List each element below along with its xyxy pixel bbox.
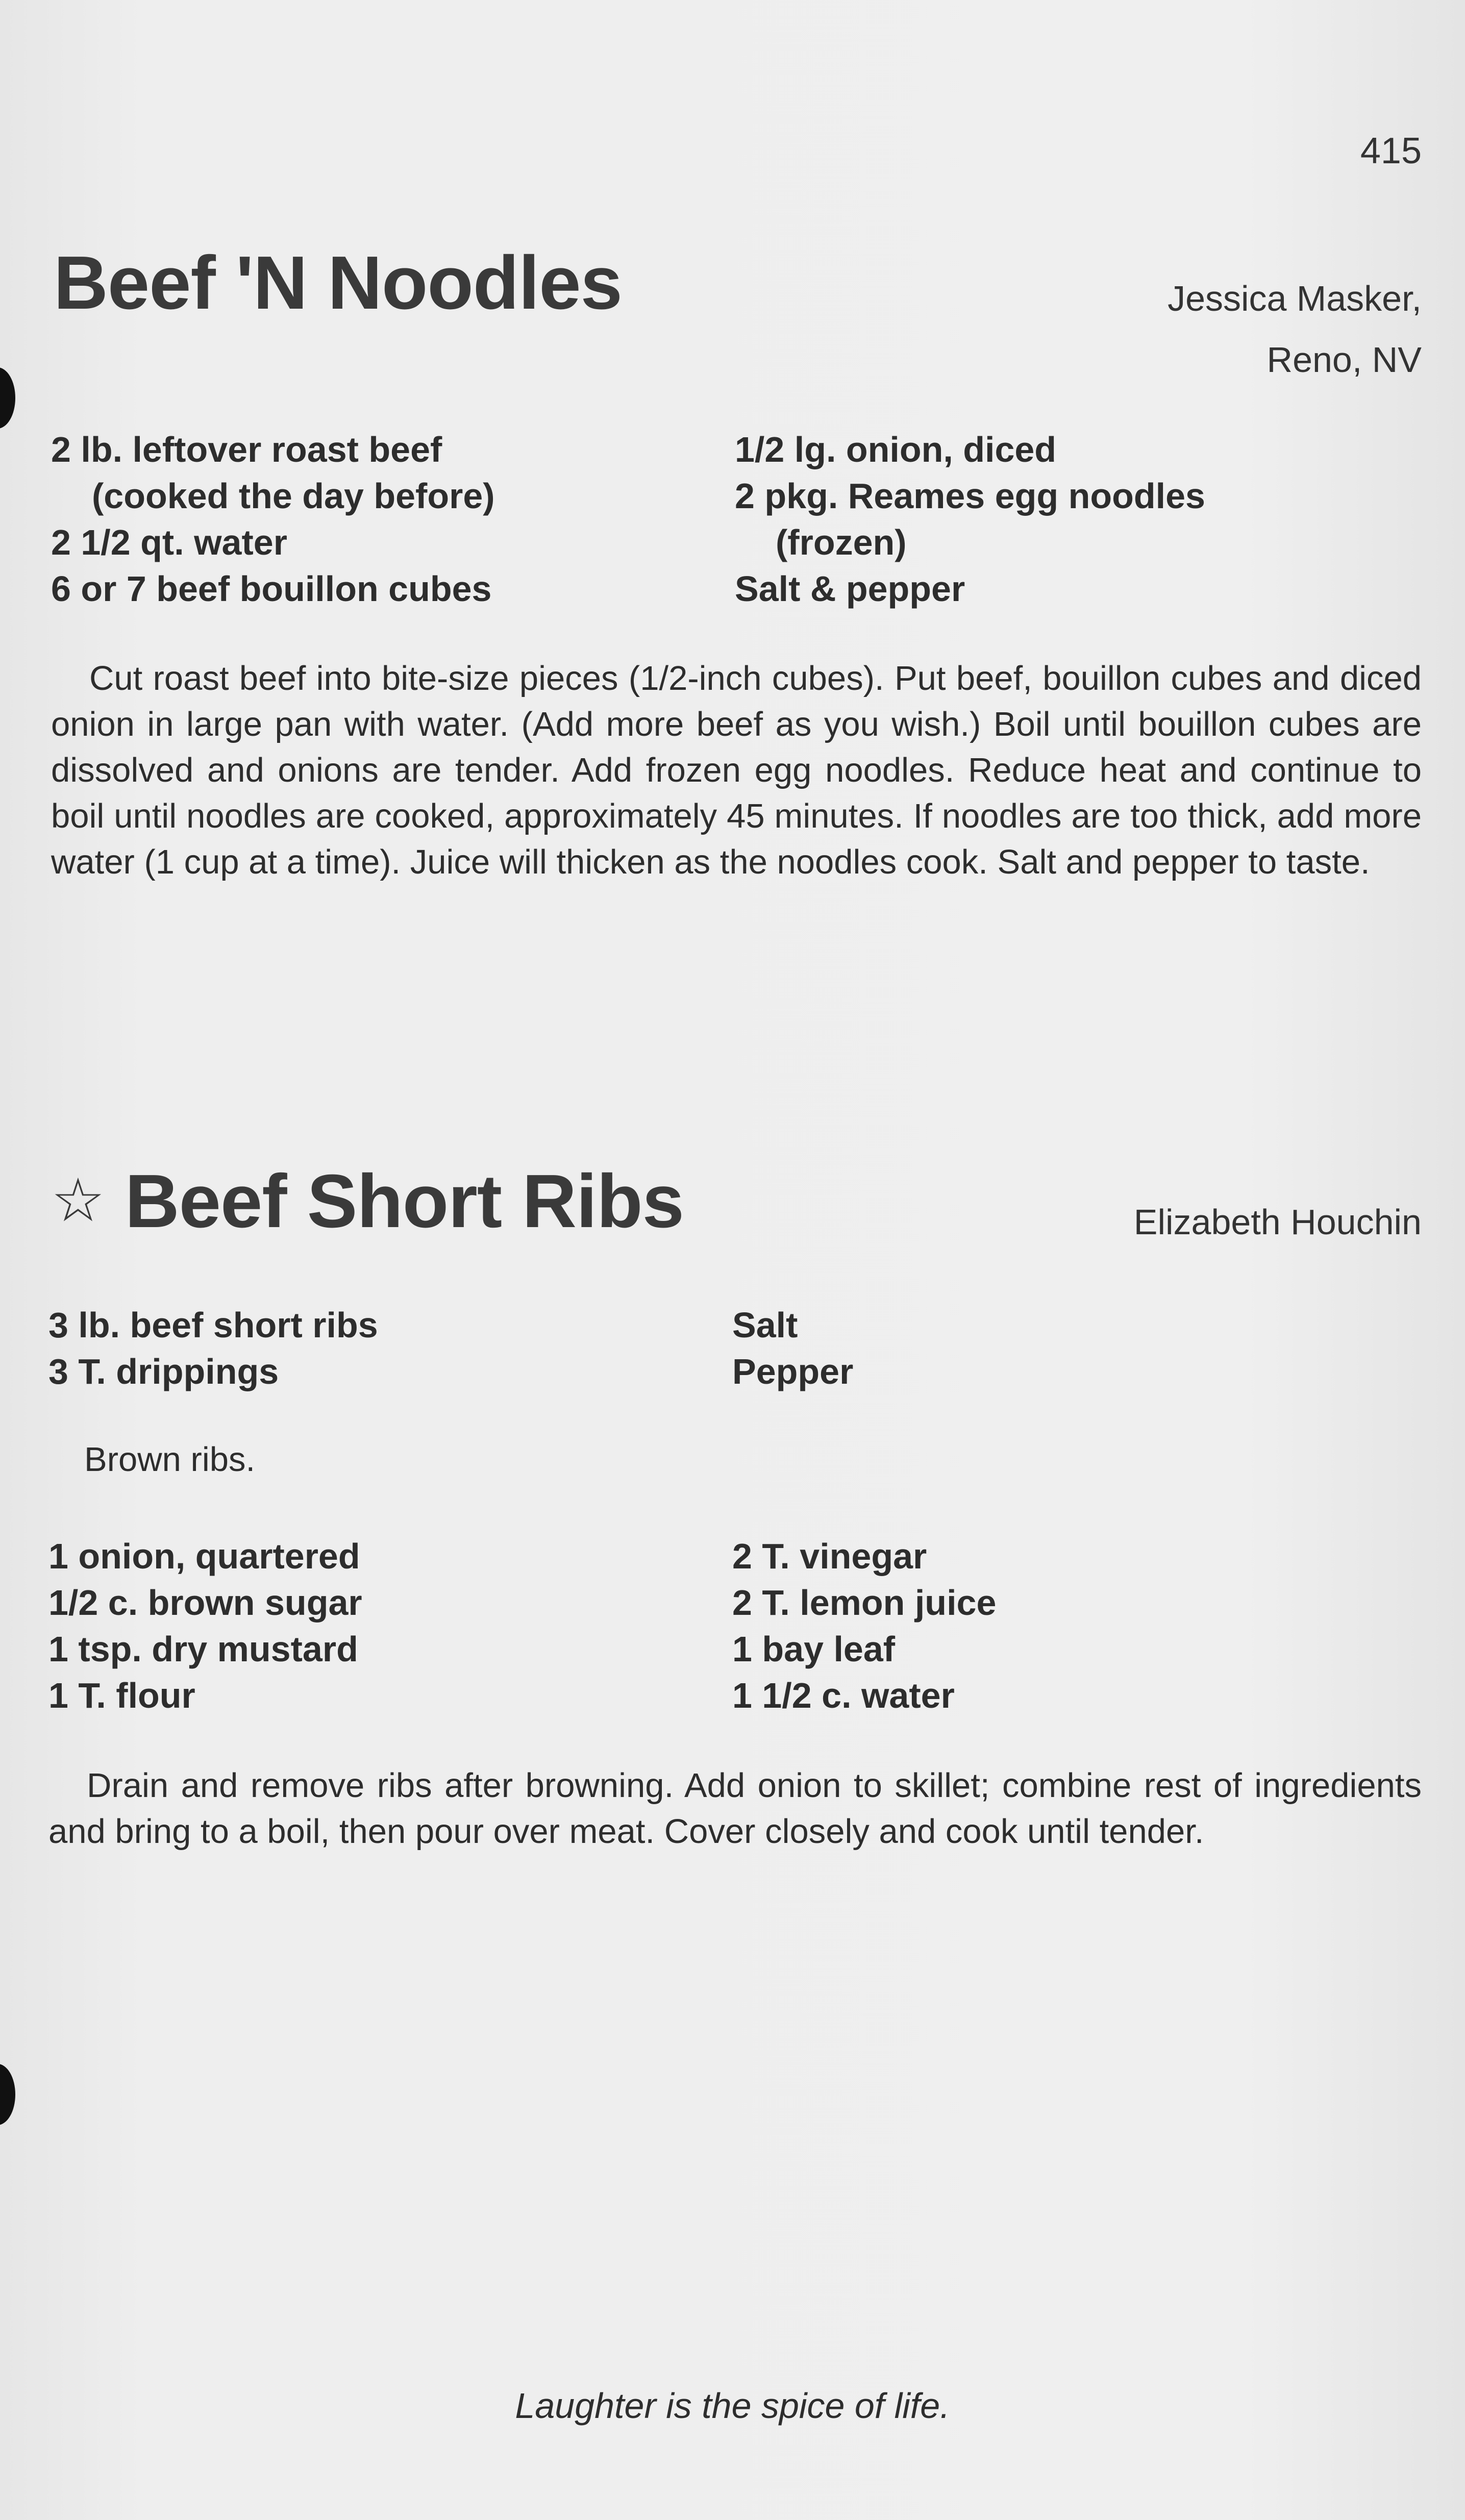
ingredient-item: 6 or 7 beef bouillon cubes xyxy=(51,569,492,609)
ingredient-item: 1 bay leaf xyxy=(732,1629,896,1669)
recipe-author-name: Jessica Masker, xyxy=(1168,279,1422,318)
ingredients-list-left xyxy=(48,1302,378,1395)
recipe-author-name: Elizabeth Houchin xyxy=(1133,1202,1422,1242)
footer-quote: Laughter is the spice of life. xyxy=(515,2386,950,2426)
recipe-title-text: Beef Short Ribs xyxy=(125,1159,684,1243)
ingredient-item: Salt & pepper xyxy=(735,569,965,609)
recipe-author-location: Reno, NV xyxy=(1267,340,1422,380)
ingredient-item: Salt xyxy=(732,1305,798,1345)
ingredients-list-right xyxy=(735,427,1205,612)
ingredient-item: 2 1/2 qt. water xyxy=(51,522,287,562)
ingredient-item: 1/2 c. brown sugar xyxy=(48,1583,362,1623)
ingredient-item: 1 1/2 c. water xyxy=(732,1676,955,1715)
ingredient-item: 2 pkg. Reames egg noodles xyxy=(735,476,1205,516)
recipe-directions: Drain and remove ribs after browning. Add onion to skillet; combine rest of ingredients and bring to a boil, then pour over meat. Cover closely and cook until tender. xyxy=(48,1766,1422,1851)
star-outline-icon: ☆ xyxy=(51,1167,105,1234)
ingredient-item: 2 T. lemon juice xyxy=(732,1583,997,1623)
recipe-directions: Cut roast beef into bite-size pieces (1/2-inch cubes). Put beef, bouillon cubes and diced onion in large pan with water. (Add more beef as you wish.) Boil until bouillon cubes are dissolved and onions are tender. Add frozen egg noodles. Reduce heat and continue to boil until noodles are cooked, approximately 45 minutes. If noodles are too thick, add more water (1 cup at a time). Juice will thicken as the noodles cook. Salt and pepper to taste. xyxy=(51,659,1422,881)
ingredient-item: 1 onion, quartered xyxy=(48,1536,360,1576)
recipe-step: Brown ribs. xyxy=(84,1440,256,1479)
ingredient-item: 3 lb. beef short ribs xyxy=(48,1305,378,1345)
ingredients-list-right xyxy=(732,1302,853,1395)
ingredient-item: 1 tsp. dry mustard xyxy=(48,1629,358,1669)
ingredients-list-left xyxy=(48,1533,362,1719)
ingredients-list-right xyxy=(732,1533,996,1719)
ingredient-item: 1 T. flour xyxy=(48,1676,195,1715)
ingredient-item: 2 lb. leftover roast beef xyxy=(51,430,442,469)
recipe-title-beef-short-ribs xyxy=(51,1158,684,1245)
ingredient-item: 3 T. drippings xyxy=(48,1352,279,1391)
binding-hole-top xyxy=(0,367,15,429)
ingredient-item: 2 T. vinegar xyxy=(732,1536,927,1576)
ingredient-item: Pepper xyxy=(732,1352,854,1391)
ingredient-item: (frozen) xyxy=(776,522,907,562)
ingredients-list-left xyxy=(51,427,495,612)
recipe-title-beef-n-noodles: Beef 'N Noodles xyxy=(54,241,622,325)
ingredient-item: 1/2 lg. onion, diced xyxy=(735,430,1057,469)
page-number: 415 xyxy=(1360,131,1422,171)
ingredient-item: (cooked the day before) xyxy=(92,476,495,516)
binding-hole-bottom xyxy=(0,2064,15,2125)
